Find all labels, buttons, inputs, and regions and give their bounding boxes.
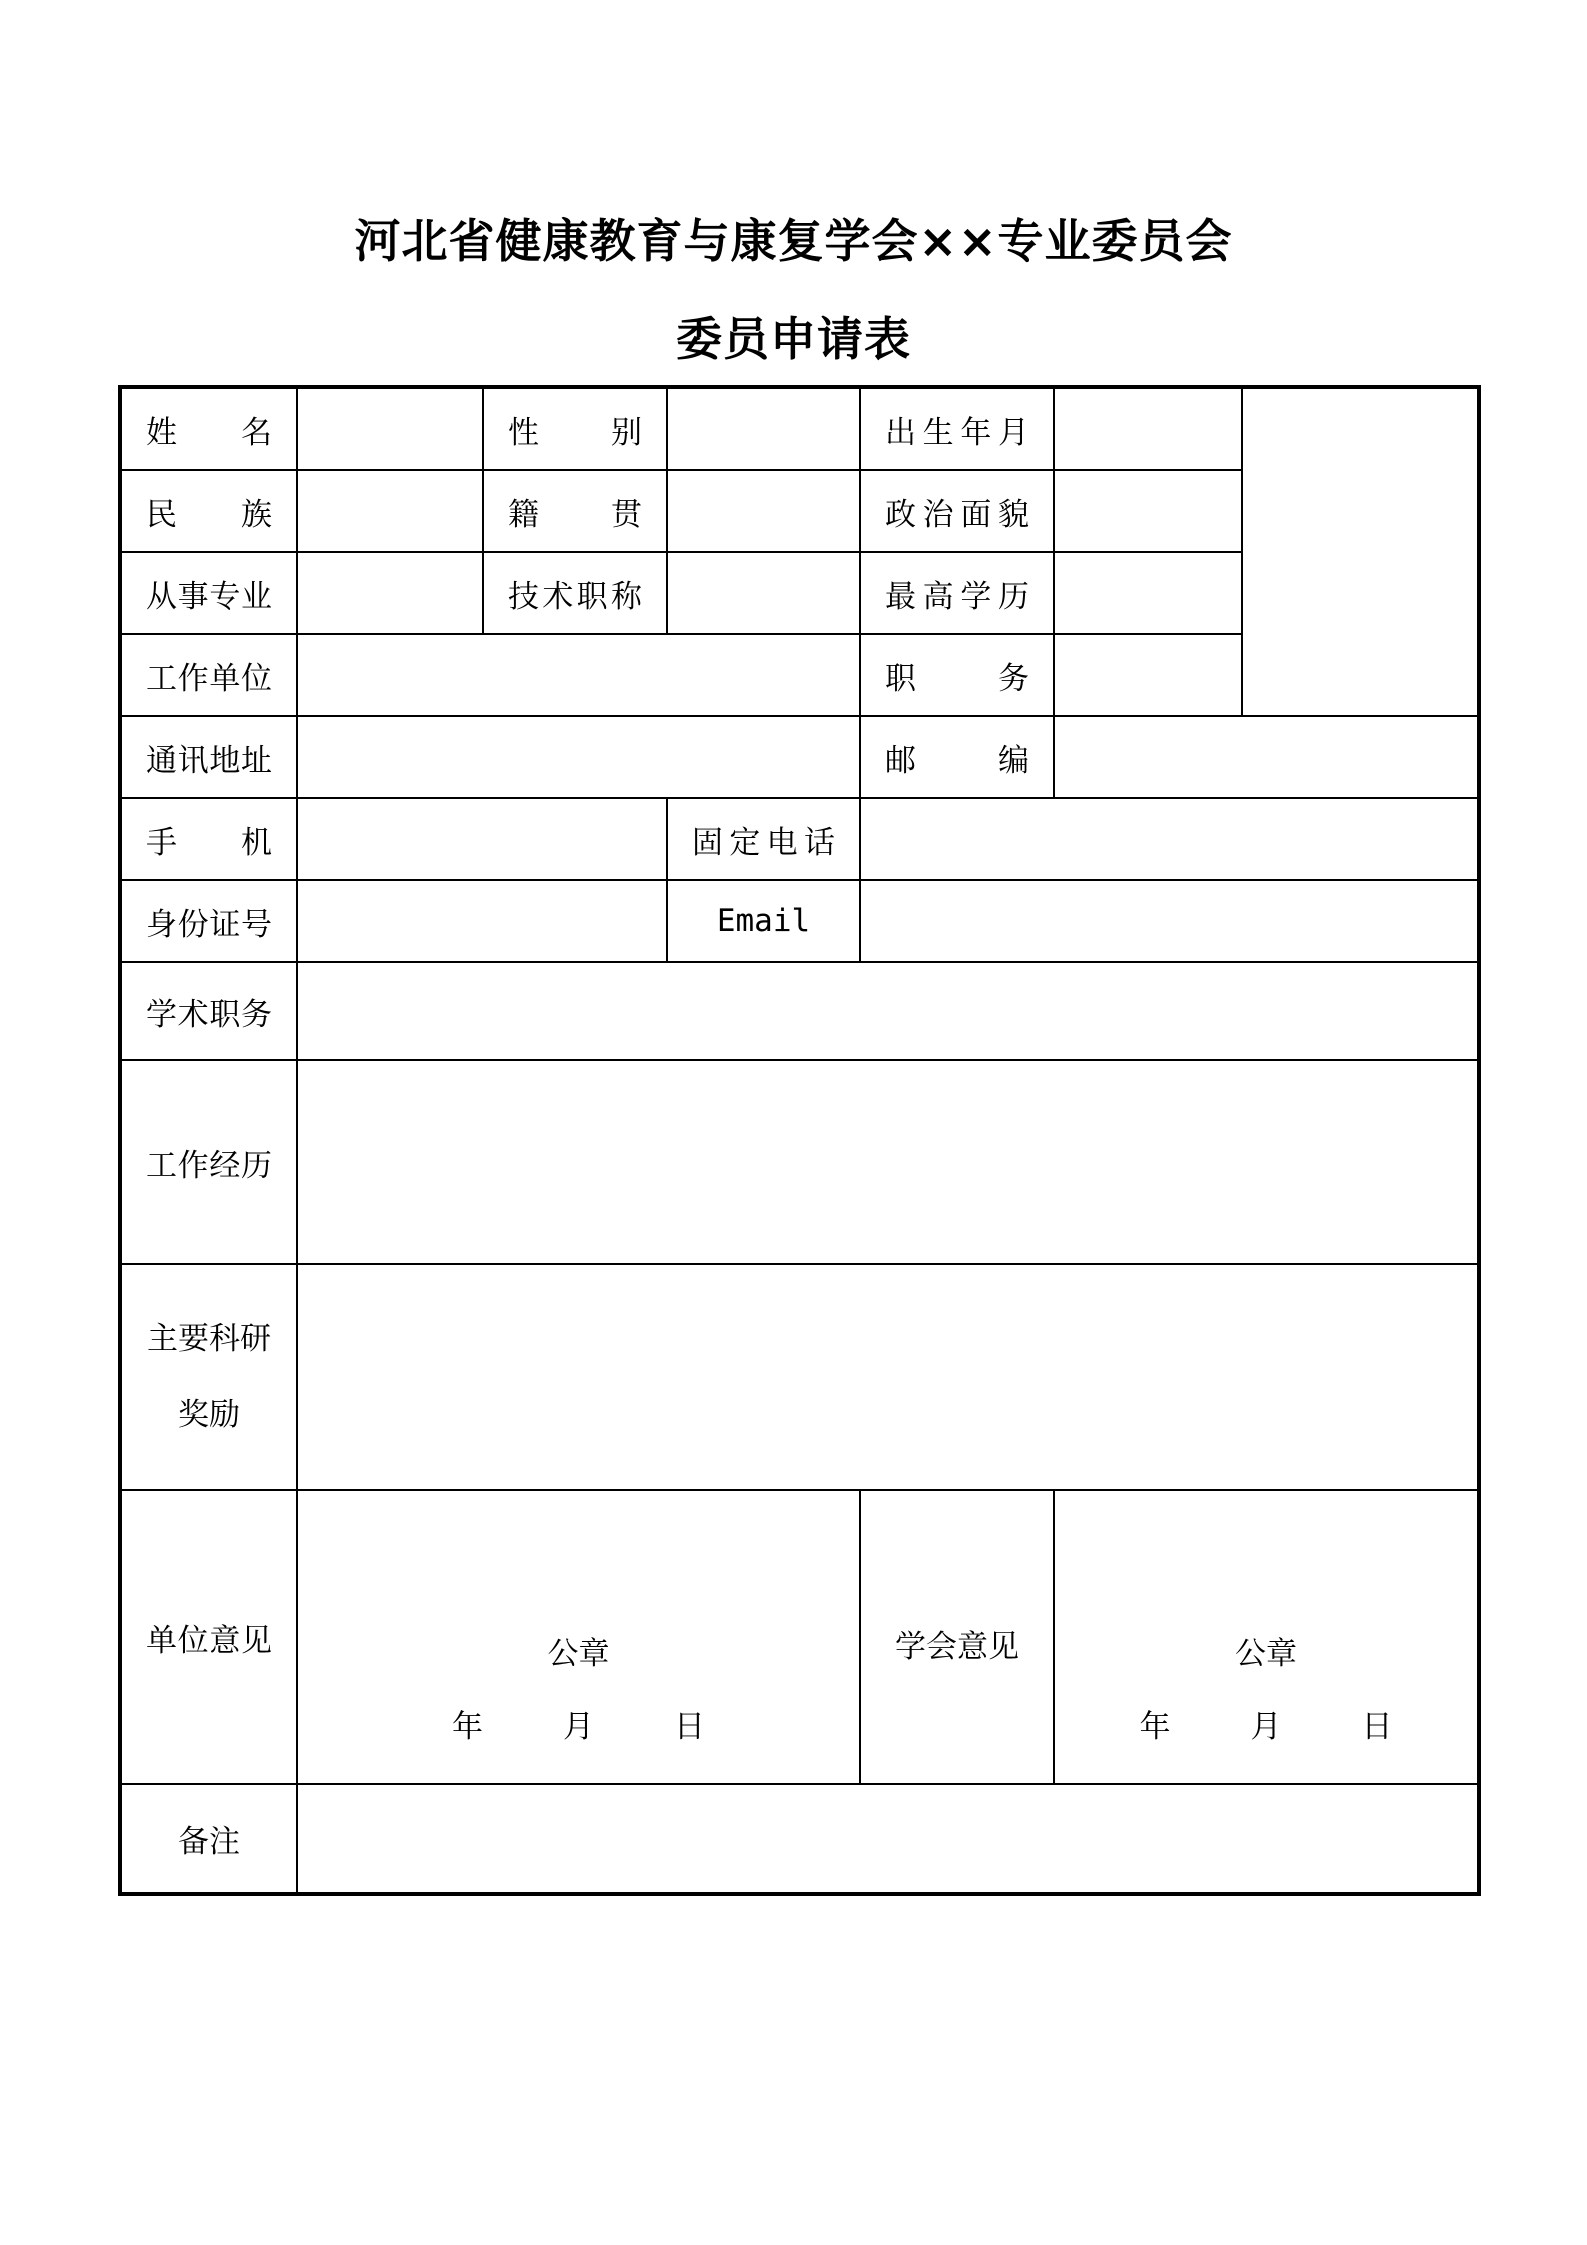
work-experience-input[interactable] bbox=[297, 1060, 1479, 1264]
landline-input[interactable] bbox=[860, 798, 1479, 880]
research-awards-input[interactable] bbox=[297, 1264, 1479, 1490]
page-subtitle: 委员申请表 bbox=[676, 312, 911, 366]
research-awards-label-line1: 主要科研 bbox=[147, 1321, 271, 1357]
research-awards-label bbox=[120, 1264, 297, 1490]
position-input[interactable] bbox=[1054, 634, 1242, 716]
unit-seal-label: 公章 bbox=[547, 1636, 610, 1672]
academic-post-input[interactable] bbox=[297, 962, 1479, 1060]
society-day-label: 日 bbox=[1361, 1709, 1393, 1745]
unit-opinion-label: 单位意见 bbox=[120, 1490, 297, 1784]
society-opinion-label: 学会意见 bbox=[860, 1490, 1054, 1784]
ethnicity-input[interactable] bbox=[297, 470, 483, 552]
society-year-label: 年 bbox=[1139, 1709, 1171, 1745]
ethnicity-label: 民族 bbox=[120, 470, 297, 552]
birth-input[interactable] bbox=[1054, 387, 1242, 470]
native-place-input[interactable] bbox=[667, 470, 860, 552]
political-status-label: 政治面貌 bbox=[860, 470, 1054, 552]
gender-label: 性别 bbox=[483, 387, 667, 470]
society-opinion-input[interactable] bbox=[1054, 1490, 1479, 1784]
id-number-label: 身份证号 bbox=[120, 880, 297, 962]
society-date-row bbox=[1055, 1701, 1477, 1746]
technical-title-label: 技术职称 bbox=[483, 552, 667, 634]
position-label: 职务 bbox=[860, 634, 1054, 716]
education-input[interactable] bbox=[1054, 552, 1242, 634]
postcode-label: 邮编 bbox=[860, 716, 1054, 798]
work-experience-label: 工作经历 bbox=[120, 1060, 297, 1264]
unit-month-label: 月 bbox=[563, 1709, 594, 1745]
name-input[interactable] bbox=[297, 387, 483, 470]
birth-label: 出生年月 bbox=[860, 387, 1054, 470]
unit-opinion-input[interactable] bbox=[297, 1490, 860, 1784]
unit-day-label: 日 bbox=[674, 1709, 705, 1745]
specialty-input[interactable] bbox=[297, 552, 483, 634]
email-label: Email bbox=[667, 880, 860, 962]
unit-date-row bbox=[298, 1701, 859, 1746]
page-title: 河北省健康教育与康复学会××专业委员会 bbox=[354, 214, 1233, 268]
address-input[interactable] bbox=[297, 716, 860, 798]
society-seal-label: 公章 bbox=[1235, 1636, 1297, 1672]
work-unit-input[interactable] bbox=[297, 634, 860, 716]
work-unit-label: 工作单位 bbox=[120, 634, 297, 716]
political-status-input[interactable] bbox=[1054, 470, 1242, 552]
remarks-label: 备注 bbox=[120, 1784, 297, 1894]
research-awards-label-line2: 奖励 bbox=[178, 1397, 240, 1433]
mobile-label: 手机 bbox=[120, 798, 297, 880]
unit-year-label: 年 bbox=[452, 1709, 483, 1745]
application-form-table bbox=[118, 385, 1481, 1896]
name-label: 姓名 bbox=[120, 387, 297, 470]
society-month-label: 月 bbox=[1250, 1709, 1282, 1745]
landline-label: 固定电话 bbox=[667, 798, 860, 880]
mobile-input[interactable] bbox=[297, 798, 667, 880]
id-number-input[interactable] bbox=[297, 880, 667, 962]
technical-title-input[interactable] bbox=[667, 552, 860, 634]
native-place-label: 籍贯 bbox=[483, 470, 667, 552]
specialty-label: 从事专业 bbox=[120, 552, 297, 634]
postcode-input[interactable] bbox=[1054, 716, 1479, 798]
address-label: 通讯地址 bbox=[120, 716, 297, 798]
remarks-input[interactable] bbox=[297, 1784, 1479, 1894]
academic-post-label: 学术职务 bbox=[120, 962, 297, 1060]
email-input[interactable] bbox=[860, 880, 1479, 962]
education-label: 最高学历 bbox=[860, 552, 1054, 634]
photo-box[interactable] bbox=[1242, 387, 1479, 716]
gender-input[interactable] bbox=[667, 387, 860, 470]
